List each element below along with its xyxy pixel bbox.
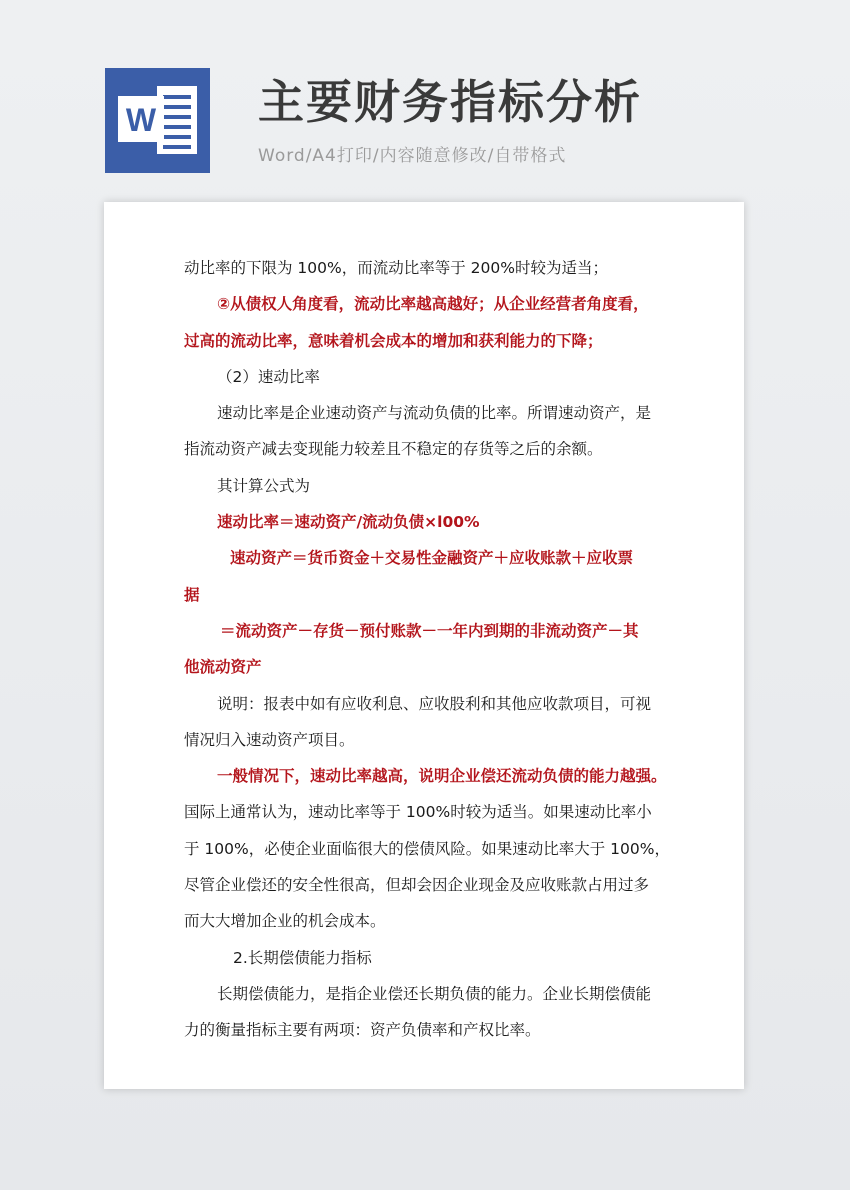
highlighted-text-line: 速动比率＝速动资产/流动负债×l00%: [217, 513, 480, 532]
text-line: 力的衡量指标主要有两项：资产负债率和产权比率。: [184, 1021, 541, 1040]
text-line: 而大大增加企业的机会成本。: [184, 912, 386, 931]
page-subtitle: Word/A4打印/内容随意修改/自带格式: [258, 146, 567, 166]
highlighted-text-line: 他流动资产: [184, 658, 262, 677]
text-line: 情况归入速动资产项目。: [184, 730, 355, 749]
text-line: 2.长期偿债能力指标: [233, 948, 372, 967]
text-line: 国际上通常认为，速动比率等于 100%时较为适当。如果速动比率小: [184, 803, 652, 822]
highlighted-text-line: 据: [184, 585, 200, 604]
highlighted-text-line: ＝流动资产－存货－预付账款－一年内到期的非流动资产－其: [220, 621, 639, 640]
text-line: 其计算公式为: [217, 476, 311, 495]
text-line: 于 100%，必使企业面临很大的偿债风险。如果速动比率大于 100%，: [184, 839, 670, 858]
highlighted-text-line: 一般情况下，速动比率越高，说明企业偿还流动负债的能力越强。: [217, 767, 667, 786]
text-line: 速动比率是企业速动资产与流动负债的比率。所谓速动资产，是: [217, 404, 652, 423]
document-body: [184, 250, 670, 1049]
highlighted-text-line: 速动资产＝货币资金＋交易性金融资产＋应收账款＋应收票: [230, 549, 634, 568]
text-line: （2）速动比率: [217, 367, 320, 386]
text-line: 尽管企业偿还的安全性很高，但却会因企业现金及应收账款占用过多: [184, 876, 650, 895]
text-line: 指流动资产减去变现能力较差且不稳定的存货等之后的余额。: [184, 440, 603, 459]
highlighted-text-line: ②从债权人角度看，流动比率越高越好；从企业经营者角度看，: [217, 295, 649, 314]
highlighted-text-line: 过高的流动比率，意味着机会成本的增加和获利能力的下降；: [184, 331, 603, 350]
text-line: 动比率的下限为 100%，而流动比率等于 200%时较为适当；: [184, 259, 608, 277]
text-line: 说明：报表中如有应收利息、应收股利和其他应收款项目，可视: [217, 694, 652, 713]
text-line: 长期偿债能力，是指企业偿还长期负债的能力。企业长期偿债能: [217, 984, 652, 1003]
word-icon-letter: W: [125, 102, 157, 138]
header: [0, 0, 850, 200]
word-document-icon: [105, 68, 210, 173]
document-page: [104, 202, 744, 1089]
page-title: 主要财务指标分析: [258, 75, 642, 129]
